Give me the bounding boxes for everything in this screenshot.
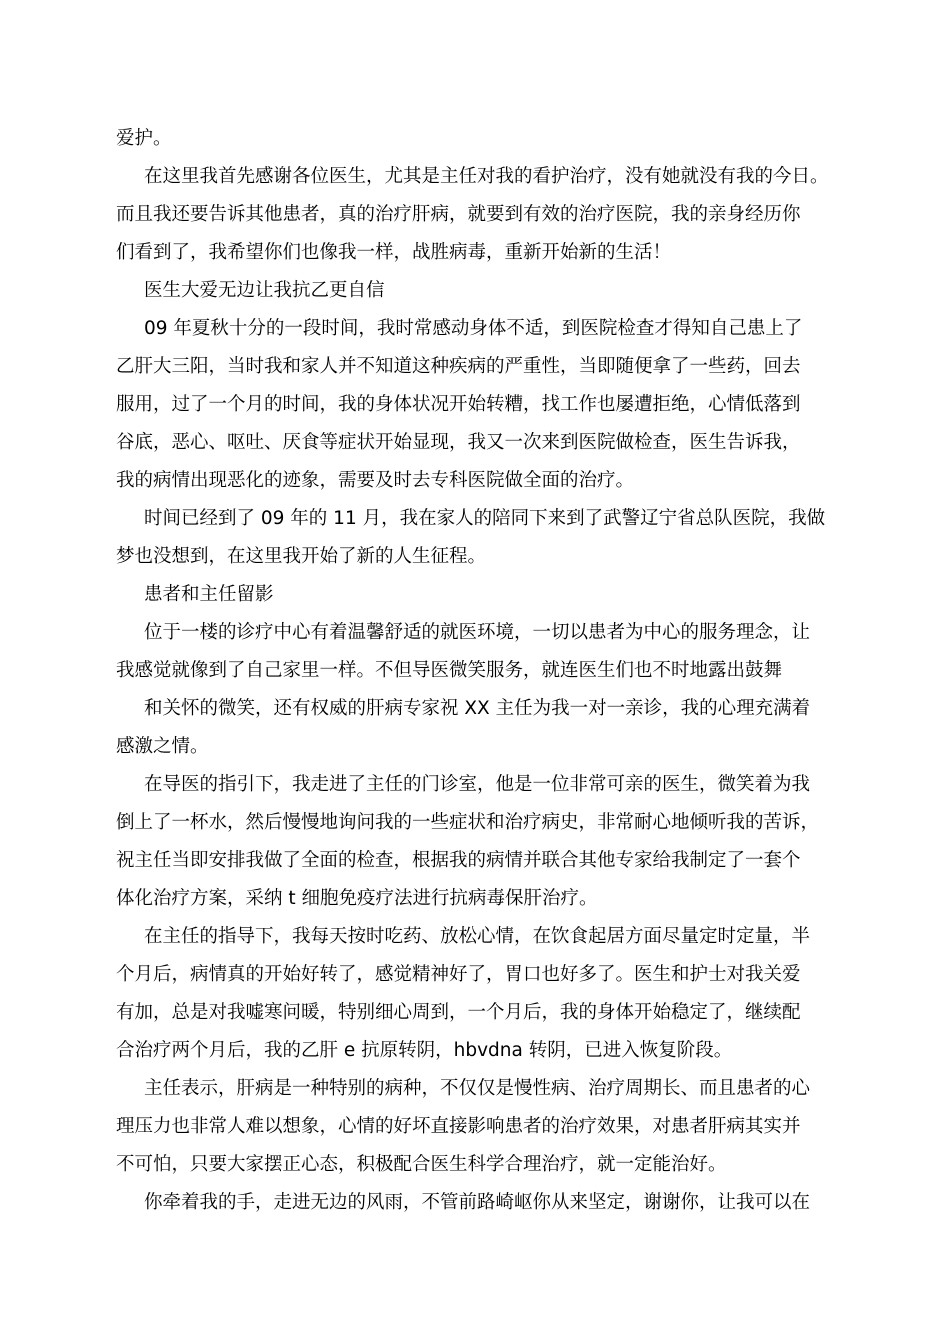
text-line: 我的病情出现恶化的迹象，需要及时去专科医院做全面的治疗。 [116,470,635,491]
text-line: 爱护。 [116,128,172,149]
text-line: 在主任的指导下，我每天按时吃药、放松心情，在饮食起居方面尽量定时定量，半 [144,926,811,947]
text-line: 和关怀的微笑，还有权威的肝病专家祝 XX 主任为我一对一亲诊，我的心理充满着 [144,698,811,719]
section-heading: 患者和主任留影 [144,584,274,605]
text-line: 有加，总是对我嘘寒问暖，特别细心周到，一个月后，我的身体开始稳定了，继续配 [116,1002,801,1023]
text-line: 理压力也非常人难以想象，心情的好坏直接影响患者的治疗效果，对患者肝病其实并 [116,1116,801,1137]
text-line: 位于一楼的诊疗中心有着温馨舒适的就医环境，一切以患者为中心的服务理念，让 [144,622,811,643]
text-line: 时间已经到了 09 年的 11 月，我在家人的陪同下来到了武警辽宁省总队医院，我做 [144,508,826,529]
text-line: 09 年夏秋十分的一段时间，我时常感动身体不适，到医院检查才得知自己患上了 [144,318,803,339]
text-line: 我感觉就像到了自己家里一样。不但导医微笑服务，就连医生们也不时地露出鼓舞 [116,660,783,681]
text-line: 梦也没想到，在这里我开始了新的人生征程。 [116,546,487,567]
section-heading: 医生大爱无边让我抗乙更自信 [144,280,385,301]
text-line: 主任表示，肝病是一种特别的病种，不仅仅是慢性病、治疗周期长、而且患者的心 [144,1078,811,1099]
text-line: 不可怕，只要大家摆正心态，积极配合医生科学合理治疗，就一定能治好。 [116,1154,727,1175]
text-line: 乙肝大三阳，当时我和家人并不知道这种疾病的严重性，当即随便拿了一些药，回去 [116,356,801,377]
text-line: 体化治疗方案，采纳 t 细胞免疫疗法进行抗病毒保肝治疗。 [116,888,598,909]
text-line: 你牵着我的手，走进无边的风雨，不管前路崎岖你从来坚定，谢谢你，让我可以在 [144,1192,811,1213]
text-line: 在导医的指引下，我走进了主任的门诊室，他是一位非常可亲的医生，微笑着为我 [144,774,811,795]
text-line: 而且我还要告诉其他患者，真的治疗肝病，就要到有效的治疗医院，我的亲身经历你 [116,204,801,225]
text-line: 倒上了一杯水，然后慢慢地询问我的一些症状和治疗病史，非常耐心地倾听我的苦诉， [116,812,820,833]
text-line: 谷底，恶心、呕吐、厌食等症状开始显现，我又一次来到医院做检查，医生告诉我， [116,432,801,453]
text-line: 在这里我首先感谢各位医生，尤其是主任对我的看护治疗，没有她就没有我的今日。 [144,166,829,187]
text-line: 服用，过了一个月的时间，我的身体状况开始转糟，找工作也屡遭拒绝，心情低落到 [116,394,801,415]
text-line: 感激之情。 [116,736,209,757]
text-line: 祝主任当即安排我做了全面的检查，根据我的病情并联合其他专家给我制定了一套个 [116,850,801,871]
text-line: 合治疗两个月后，我的乙肝 e 抗原转阴，hbvdna 转阴，已进入恢复阶段。 [116,1040,733,1061]
text-line: 们看到了，我希望你们也像我一样，战胜病毒，重新开始新的生活！ [116,242,672,263]
text-line: 个月后，病情真的开始好转了，感觉精神好了，胃口也好多了。医生和护士对我关爱 [116,964,801,985]
